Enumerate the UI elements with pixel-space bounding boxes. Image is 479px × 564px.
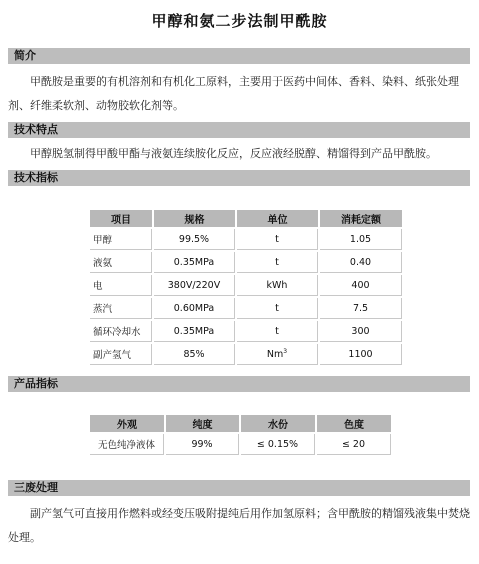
product-index-table	[88, 413, 393, 457]
features-paragraph: 甲醇脱氢制得甲酸甲酯与液氨连续胺化反应，反应液经脱醇、精馏得到产品甲酰胺。	[30, 147, 437, 160]
table-cell: t	[237, 298, 318, 319]
section-heading-waste: 三废处理	[8, 480, 470, 496]
table-cell: 0.60MPa	[154, 298, 235, 319]
unit-superscript: 3	[283, 347, 288, 355]
tech-index-table	[88, 208, 404, 367]
table-cell: 99%	[166, 434, 239, 455]
table-cell: 300	[320, 321, 402, 342]
table-header-cell: 项目	[90, 210, 152, 227]
table-cell: 循环冷却水	[90, 321, 152, 342]
table-header-cell: 色度	[317, 415, 391, 432]
table-cell: t	[237, 321, 318, 342]
table-row	[90, 298, 402, 319]
table-cell: kWh	[237, 275, 318, 296]
section-heading-tech-index: 技术指标	[8, 170, 470, 186]
table-cell	[237, 344, 318, 365]
table-header-row	[90, 210, 402, 227]
table-header-cell: 单位	[237, 210, 318, 227]
table-cell: 副产氢气	[90, 344, 152, 365]
waste-paragraph: 副产氢气可直接用作燃料或经变压吸附提纯后用作加氢原料；含甲酰胺的精馏残液集中焚烧处理。	[8, 507, 470, 544]
intro-paragraph: 甲酰胺是重要的有机溶剂和有机化工原料，主要用于医药中间体、香料、染料、纸张处理剂、纤维柔软剂、动物胶软化剂等。	[8, 75, 459, 112]
table-cell: 85%	[154, 344, 235, 365]
table-cell: 0.35MPa	[154, 321, 235, 342]
table-cell: 99.5%	[154, 229, 235, 250]
table-row	[90, 229, 402, 250]
unit-text: Nm	[266, 349, 284, 361]
table-cell: ≤ 0.15%	[241, 434, 315, 455]
table-cell: 电	[90, 275, 152, 296]
table-row	[90, 344, 402, 365]
table-header-row	[90, 415, 391, 432]
table-header-cell: 外观	[90, 415, 164, 432]
table-row	[90, 321, 402, 342]
table-header-cell: 消耗定额	[320, 210, 402, 227]
section-heading-features: 技术特点	[8, 122, 470, 138]
table-cell: t	[237, 252, 318, 273]
section-heading-intro: 简介	[8, 48, 470, 64]
table-cell: 蒸汽	[90, 298, 152, 319]
table-cell: 1100	[320, 344, 402, 365]
table-header-cell: 水份	[241, 415, 315, 432]
table-row	[90, 275, 402, 296]
table-cell: 0.35MPa	[154, 252, 235, 273]
table-row	[90, 252, 402, 273]
table-cell: 0.40	[320, 252, 402, 273]
table-cell: 无色纯净液体	[90, 434, 164, 455]
table-header-cell: 规格	[154, 210, 235, 227]
table-cell: 380V/220V	[154, 275, 235, 296]
table-cell: 400	[320, 275, 402, 296]
table-cell: 液氨	[90, 252, 152, 273]
table-cell: 1.05	[320, 229, 402, 250]
table-cell: t	[237, 229, 318, 250]
table-cell: ≤ 20	[317, 434, 391, 455]
page-title: 甲醇和氨二步法制甲酰胺	[151, 12, 328, 30]
table-row	[90, 434, 391, 455]
table-header-cell: 纯度	[166, 415, 239, 432]
section-heading-product-index: 产品指标	[8, 376, 470, 392]
table-cell: 甲醇	[90, 229, 152, 250]
table-cell: 7.5	[320, 298, 402, 319]
